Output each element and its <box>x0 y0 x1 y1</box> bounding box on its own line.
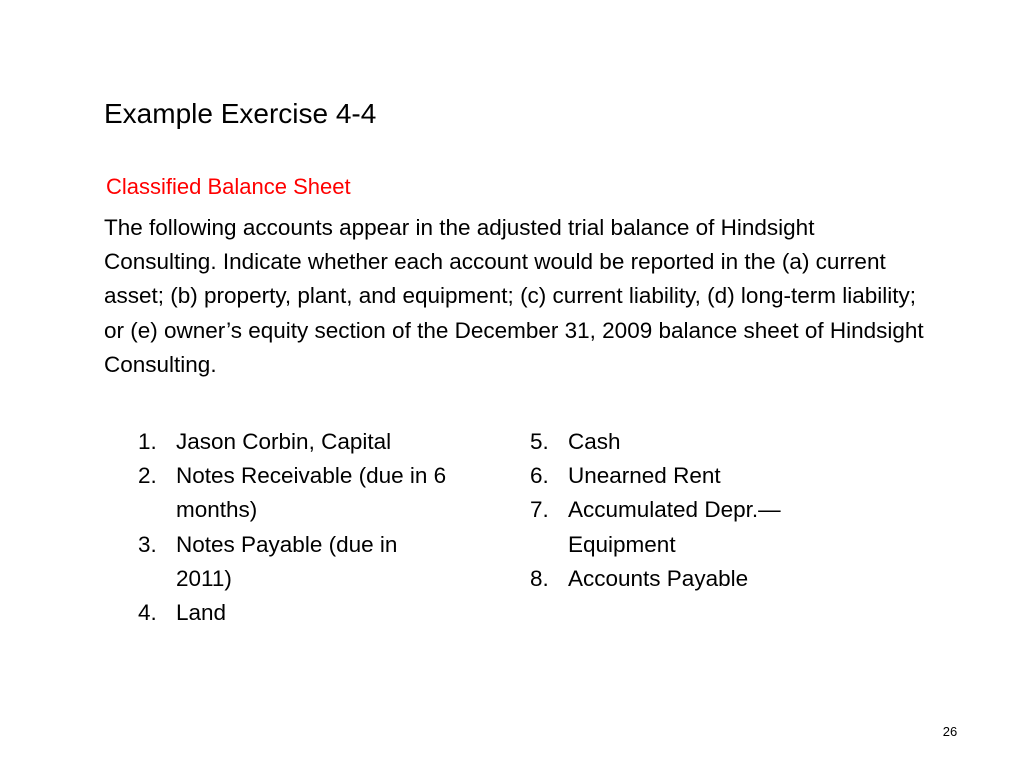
list-item-text: Notes Receivable (due in 6 months) <box>176 463 447 523</box>
list-item-text: Notes Payable (due in 2011) <box>176 531 398 591</box>
slide-title: Example Exercise 4-4 <box>104 98 377 129</box>
exercise-description: The following accounts appear in the adjusted trial balance of Hindsight Consulting. Indicate whether each account would be reported in the (a) current asset; (b) property, plant, and equipment; (c) current liability, (d) long-term liability; or (e) owner’s equity section of the December 31, 2009 balance sheet of Hindsight Consulting. <box>104 215 924 377</box>
list-item <box>530 493 850 561</box>
list-item-text: Land <box>176 600 227 626</box>
list-item-number: 6. <box>530 463 549 489</box>
list-item-text: Accounts Payable <box>568 565 749 591</box>
list-item-number: 7. <box>530 497 549 523</box>
list-item <box>138 459 458 527</box>
list-item-text: Accumulated Depr.— Equipment <box>568 497 781 557</box>
slide-subtitle: Classified Balance Sheet <box>106 174 351 199</box>
list-item-number: 1. <box>138 429 157 454</box>
list-item <box>138 528 458 596</box>
list-item <box>530 562 850 596</box>
page-number: 26 <box>942 724 958 739</box>
list-item-number: 2. <box>138 463 157 489</box>
list-item <box>530 459 850 493</box>
list-item-number: 3. <box>138 531 157 557</box>
accounts-list-left <box>138 425 458 630</box>
accounts-list-right <box>530 425 850 596</box>
list-item-number: 8. <box>530 565 549 591</box>
list-item <box>138 596 458 630</box>
list-item <box>138 425 458 459</box>
list-item-text: Cash <box>568 429 621 454</box>
list-item-text: Unearned Rent <box>568 463 721 489</box>
list-item <box>530 425 850 459</box>
list-item-number: 4. <box>138 600 157 626</box>
list-item-number: 5. <box>530 429 549 454</box>
list-item-text: Jason Corbin, Capital <box>176 429 392 454</box>
